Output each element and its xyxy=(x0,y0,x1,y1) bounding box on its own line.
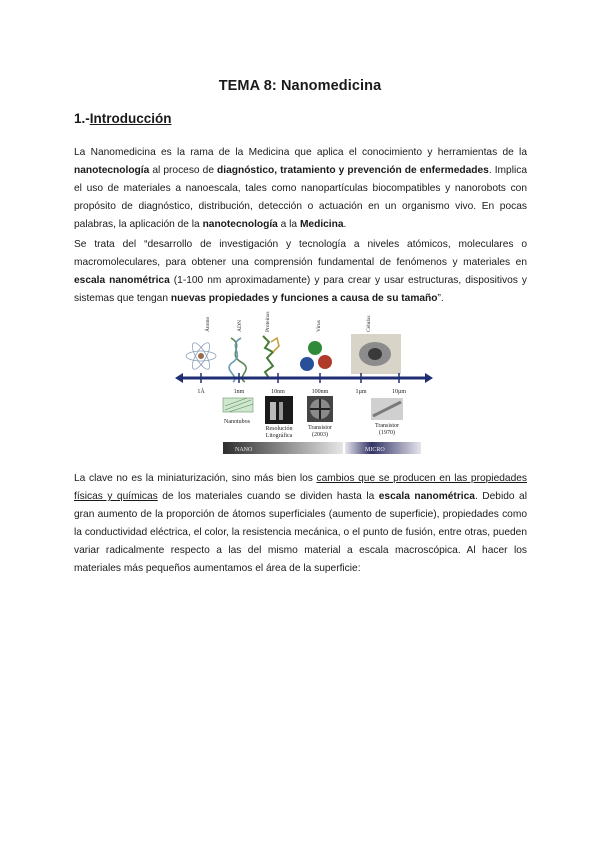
lithography-icon xyxy=(265,396,293,424)
section-label: Introducción xyxy=(89,111,172,126)
text-run: a la xyxy=(277,219,300,230)
text-run: . xyxy=(343,219,347,230)
page-title: TEMA 8: Nanomedicina xyxy=(218,78,382,94)
text-run: La Nanomedicina es la rama de la Medicina que aplica el conocimiento y herramientas de la xyxy=(74,147,527,158)
bold-run: nuevas propiedades y funciones a causa de su tamaño xyxy=(170,293,438,304)
dna-icon xyxy=(229,338,246,382)
bold-run: escala nanométrica xyxy=(378,491,475,502)
text-run: . Implica el uso de materiales a nanoescala, tales como nanopartículas biocompatibles y nanorobots con propósito de diagnóstico, distribución, detección o actuación en un organismo vivo. En pocas palabras, la aplicación de la xyxy=(74,165,527,230)
scale-tick-label: 100nm xyxy=(311,389,329,395)
text-run: Se trata del “desarrollo de investigación y tecnología a niveles atómicos, moleculares o macromoleculares, para obtener una comprensión fundamental de fenómenos y materiales en xyxy=(74,239,527,268)
scale-tick-label: 10µm xyxy=(391,389,407,395)
text-run: La clave no es la miniaturización, sino más bien los xyxy=(74,473,317,484)
scale-tick-label: 1Å xyxy=(197,389,205,395)
cell-icon xyxy=(351,334,401,374)
figure-bottom-label: (2003) xyxy=(312,432,328,438)
protein-icon xyxy=(263,336,279,378)
bold-run: nanotecnología xyxy=(74,165,150,176)
paragraph-properties xyxy=(74,470,527,578)
section-number: 1.- xyxy=(74,111,90,126)
scale-diagram xyxy=(175,302,435,458)
figure-top-label: Proteínas xyxy=(265,311,271,332)
bold-run: diagnóstico, tratamiento y prevención de enfermedades xyxy=(217,165,489,176)
bold-run: Medicina xyxy=(299,219,344,230)
text-run: de los materiales cuando se dividen hasta la xyxy=(157,491,379,502)
virus-icon xyxy=(300,341,332,371)
text-run: . Debido al gran aumento de la proporción de átomos superficiales (aumento de superficie), propiedades como la conductividad eléctrica, el color, la resistencia mecánica, o el punto de fusión, entre otras, pueden variar radicalmente respecto a las del mismo material a escala macroscópica. Al hacer los materiales más pequeños aumentamos el área de la superficie: xyxy=(74,491,527,574)
figure-bottom-label: (1970) xyxy=(379,430,395,436)
figure-bottom-label: Transistor xyxy=(307,425,333,431)
figure-top-label: Virus xyxy=(316,320,322,332)
scale-axis xyxy=(175,373,433,383)
transistor-2003-icon xyxy=(307,396,333,422)
micro-band-label: MICRO xyxy=(365,447,385,453)
bold-run: escala nanométrica xyxy=(74,275,170,286)
text-run: al proceso de xyxy=(149,165,218,176)
bold-run: nanotecnología xyxy=(202,219,278,230)
nanotube-icon xyxy=(223,398,253,412)
underlined-run: cambios que se producen en las propiedades físicas y químicas xyxy=(74,473,527,502)
figure-top-label: ADN xyxy=(237,320,243,332)
nanoscale-figure xyxy=(175,302,435,458)
scale-tick-label: 10nm xyxy=(271,389,285,395)
figure-bottom-label: Nanotubos xyxy=(224,419,250,425)
figure-top-label: Células xyxy=(366,315,372,332)
nano-band-label: NANO xyxy=(235,447,253,453)
paragraph-quote xyxy=(74,236,527,308)
scale-tick-label: 1nm xyxy=(233,389,245,395)
text-run: ”. xyxy=(437,293,444,304)
atom-icon xyxy=(186,341,216,372)
figure-bottom-label: Transistor xyxy=(374,423,400,429)
scale-tick-label: 1µm xyxy=(355,389,367,395)
paragraph-definition xyxy=(74,144,527,234)
transistor-1970-icon xyxy=(371,398,403,420)
section-heading xyxy=(74,111,172,126)
figure-top-label: Átomo xyxy=(205,316,211,332)
text-run: (1-100 nm aproximadamente) y para crear y usar estructuras, dispositivos y sistemas que tengan xyxy=(74,275,527,304)
figure-bottom-label: Litográfica xyxy=(265,433,293,439)
figure-bottom-label: Resolución xyxy=(265,426,293,432)
